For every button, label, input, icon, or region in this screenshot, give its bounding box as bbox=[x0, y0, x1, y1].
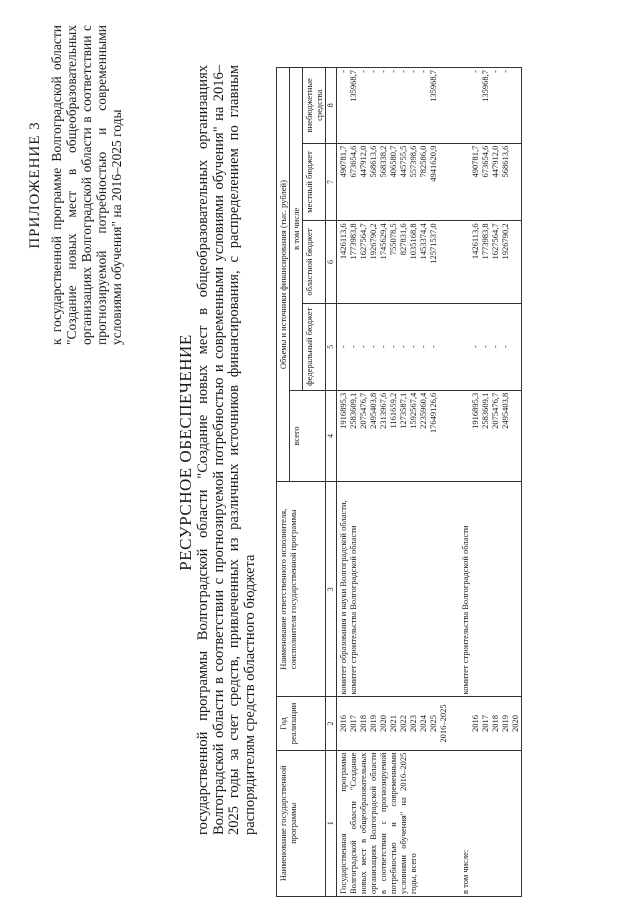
cell-value: - bbox=[378, 70, 388, 73]
cell-value: 135968,7 bbox=[428, 70, 438, 102]
extra-values bbox=[459, 68, 522, 144]
cell-value: - bbox=[388, 70, 398, 73]
resource-table bbox=[276, 67, 522, 897]
document-title: РЕСУРСНОЕ ОБЕСПЕЧЕНИЕ bbox=[176, 334, 195, 571]
breakdown-label: в том числе: bbox=[459, 750, 522, 896]
col-number: 1 bbox=[326, 750, 337, 896]
cell-value: 2019 bbox=[500, 714, 510, 732]
col-number: 2 bbox=[326, 697, 337, 750]
federal-values bbox=[337, 303, 450, 390]
cell-value: 2017 bbox=[480, 714, 490, 732]
appendix-text: к государственной программе Волгоградской области "Создание новых мест в общеобразовательных организациях Волгоградской области в соответствии с прогнозируемой потребностью и современными условиями обучения" на 2016–2025 годы bbox=[49, 25, 124, 345]
cell-value: 406580,7 bbox=[388, 145, 398, 178]
cell-value: - bbox=[338, 70, 348, 73]
cell-value: 2024 bbox=[418, 714, 428, 732]
cell-value: 568338,2 bbox=[378, 145, 388, 178]
cell-value: - bbox=[368, 70, 378, 73]
cell-value: 1745629,4 bbox=[378, 223, 388, 260]
cell-value: 1773983,8 bbox=[480, 223, 490, 260]
cell-value: 673654,6 bbox=[348, 145, 358, 178]
cell-value: 135968,7 bbox=[348, 70, 358, 102]
cell-value: 2495403,8 bbox=[500, 392, 510, 429]
cell-value: 2016–2025 bbox=[438, 704, 448, 743]
cell-value: 12571537,0 bbox=[428, 223, 438, 264]
total-values bbox=[337, 390, 450, 482]
cell-value: 2075476,7 bbox=[358, 392, 368, 429]
cell-value: - bbox=[470, 345, 480, 349]
executor-name: комитет строительства Волгоградской области bbox=[459, 482, 522, 697]
cell-value: 2075476,7 bbox=[490, 392, 500, 429]
cell-value: 2017 bbox=[348, 714, 358, 732]
cell-value: 135968,7 bbox=[480, 70, 490, 102]
cell-value: - bbox=[358, 70, 368, 73]
cell-value: 2025 bbox=[428, 714, 438, 732]
extra-values bbox=[337, 68, 450, 144]
regional-values bbox=[459, 221, 522, 303]
cell-value: 447912,0 bbox=[490, 145, 500, 178]
cell-value: 557398,6 bbox=[408, 145, 418, 178]
table-row-program-total bbox=[337, 68, 450, 897]
cell-value: 1035168,8 bbox=[408, 223, 418, 260]
col-number: 8 bbox=[326, 68, 337, 144]
cell-value: - bbox=[338, 345, 348, 349]
cell-value: 2021 bbox=[388, 714, 398, 732]
cell-value: 2016 bbox=[338, 714, 348, 732]
cell-value: - bbox=[408, 70, 418, 73]
document-subtitle: государственной программы Волгоградской области "Создание новых мест в общеобразовательных организациях Волгоградской области в соответствии с прогнозируемой потребностью и современными условиями обучения" на 2016–2025 годы за счет средств, привлеченных из различных источников финансирования, с распределением по главным распорядителям средств областного бюджета bbox=[195, 65, 258, 835]
executor-name: комитет образования и науки Волгоградской области, комитет строительства Волгоградской области bbox=[337, 482, 450, 697]
cell-value: - bbox=[398, 70, 408, 73]
cell-value: 1592567,4 bbox=[408, 392, 418, 429]
header-federal: федеральный бюджет bbox=[303, 303, 326, 390]
header-regional: областной бюджет bbox=[303, 221, 326, 303]
cell-value: 2018 bbox=[490, 714, 500, 732]
cell-value: 490781,7 bbox=[338, 145, 348, 178]
cell-value: 4941620,9 bbox=[428, 145, 438, 182]
cell-value: 568613,6 bbox=[500, 145, 510, 178]
cell-value: 1453374,4 bbox=[418, 223, 428, 260]
header-volumes: Объемы и источники финансирования (тыс. рублей) bbox=[277, 68, 290, 482]
col-number: 6 bbox=[326, 221, 337, 303]
cell-value: 2018 bbox=[358, 714, 368, 732]
total-values bbox=[459, 390, 522, 482]
col-number: 7 bbox=[326, 143, 337, 221]
cell-value: - bbox=[358, 345, 368, 349]
header-local: местный бюджет bbox=[303, 143, 326, 221]
cell-value: 490781,7 bbox=[470, 145, 480, 178]
cell-value: - bbox=[480, 345, 490, 349]
cell-value: 17649126,6 bbox=[428, 392, 438, 434]
cell-value: - bbox=[418, 70, 428, 73]
cell-value: 1426113,6 bbox=[470, 223, 480, 260]
local-values bbox=[337, 143, 450, 221]
col-number: 5 bbox=[326, 303, 337, 390]
cell-value: 673654,6 bbox=[480, 145, 490, 178]
cell-value: 1916895,3 bbox=[470, 392, 480, 429]
cell-value: 1926790,2 bbox=[500, 223, 510, 260]
cell-value: 1627564,7 bbox=[358, 223, 368, 260]
cell-value: 2020 bbox=[510, 714, 520, 732]
header-year: Год реализации bbox=[277, 697, 326, 750]
cell-value: - bbox=[490, 345, 500, 349]
cell-value: 2583609,1 bbox=[348, 392, 358, 429]
cell-value: 2019 bbox=[368, 714, 378, 732]
header-incl: в том числе bbox=[290, 68, 303, 391]
cell-value: 2495403,8 bbox=[368, 392, 378, 429]
cell-value: 2020 bbox=[378, 714, 388, 732]
cell-value: 568613,6 bbox=[368, 145, 378, 178]
cell-value: - bbox=[418, 345, 428, 349]
year-list bbox=[337, 697, 450, 750]
header-executor: Наименование ответственного исполнителя, соисполнителя государственной программы bbox=[277, 482, 326, 697]
col-number: 4 bbox=[326, 390, 337, 482]
appendix-header bbox=[28, 25, 124, 345]
cell-value: 1916895,3 bbox=[338, 392, 348, 429]
cell-value: - bbox=[408, 345, 418, 349]
cell-value: 2583609,1 bbox=[480, 392, 490, 429]
cell-value: 1627564,7 bbox=[490, 223, 500, 260]
federal-values bbox=[459, 303, 522, 390]
cell-value: 1161659,2 bbox=[388, 392, 398, 429]
cell-value: - bbox=[490, 70, 500, 73]
cell-value: 1773983,8 bbox=[348, 223, 358, 260]
year-list bbox=[459, 697, 522, 750]
cell-value: - bbox=[398, 345, 408, 349]
cell-value: - bbox=[388, 345, 398, 349]
header-total: всего bbox=[290, 390, 326, 482]
cell-value: 782586,0 bbox=[418, 145, 428, 178]
cell-value: - bbox=[500, 70, 510, 73]
cell-value: 755078,5 bbox=[388, 223, 398, 256]
cell-value: - bbox=[500, 345, 510, 349]
cell-value: 2313967,6 bbox=[378, 392, 388, 429]
local-values bbox=[459, 143, 522, 221]
cell-value: 2023 bbox=[408, 714, 418, 732]
header-program: Наименование государственной программы bbox=[277, 750, 326, 896]
cell-value: 827831,6 bbox=[398, 223, 408, 256]
cell-value: - bbox=[378, 345, 388, 349]
cell-value: 1426113,6 bbox=[338, 223, 348, 260]
regional-values bbox=[337, 221, 450, 303]
cell-value: 445755,5 bbox=[398, 145, 408, 178]
cell-value: - bbox=[470, 70, 480, 73]
col-number: 3 bbox=[326, 482, 337, 697]
header-extra: внебюджетные средства bbox=[303, 68, 326, 144]
cell-value: 2235960,4 bbox=[418, 392, 428, 429]
program-name: Государственная программа Волгоградской области "Создание новых мест в общеобразовательных организациях Волгоградской области в соответствии с прогнозируемой потребностью и современными условиями обучения" на 2016–2025 годы, всего bbox=[337, 750, 450, 896]
cell-value: 1926790,2 bbox=[368, 223, 378, 260]
appendix-title: ПРИЛОЖЕНИЕ 3 bbox=[27, 121, 43, 249]
cell-value: - bbox=[348, 345, 358, 349]
cell-value: 2022 bbox=[398, 714, 408, 732]
cell-value: - bbox=[368, 345, 378, 349]
cell-value: - bbox=[428, 345, 438, 349]
cell-value: 447912,0 bbox=[358, 145, 368, 178]
cell-value: 2016 bbox=[470, 714, 480, 732]
cell-value: 1273587,1 bbox=[398, 392, 408, 429]
table-row-breakdown bbox=[459, 68, 522, 897]
